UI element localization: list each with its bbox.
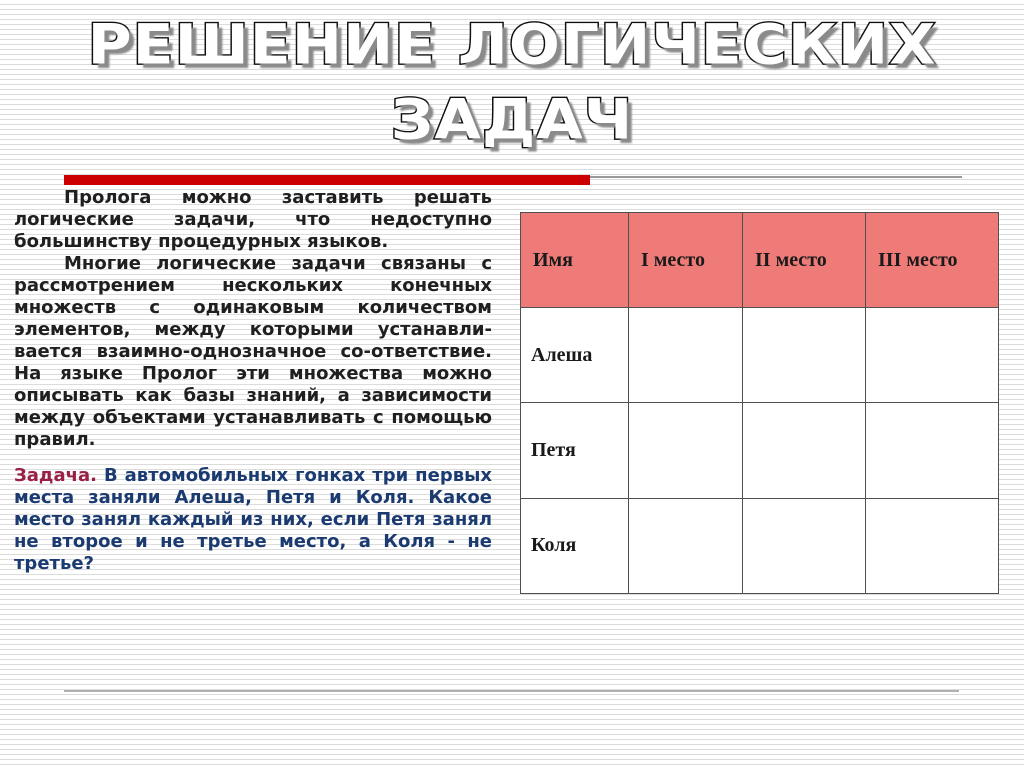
slide-title-line2: ЗАДАЧ — [390, 87, 634, 153]
accent-bar — [64, 175, 590, 185]
row-name-alesha: Алеша — [521, 308, 629, 403]
header-third-place: III место — [866, 213, 999, 308]
row-name-kolya: Коля — [521, 498, 629, 593]
paragraph-sets: Многие логические задачи связаны с рассмотрением нескольких конечных множеств с одинаковым количеством элементов, между которыми устанавли-вается взаимно-однозначное со-ответствие. На языке Пролог эти множества можно описывать как базы знаний, а зависимости между объектами устанавливать с помощью правил. — [14, 253, 492, 450]
table-cell — [629, 498, 743, 593]
places-table — [520, 212, 999, 594]
paragraph-intro: Пролога можно заставить решать логические задачи, что недоступно большинству процедурных языков. — [14, 187, 492, 252]
task-text: В автомобильных гонках три первых места заняли Алеша, Петя и Коля. Какое место занял каждый из них, если Петя занял не второе и не третье место, а Коля - не третье? — [14, 465, 492, 574]
task-label: Задача. — [14, 465, 97, 486]
table-row — [521, 308, 999, 403]
table-cell — [866, 403, 999, 498]
bottom-divider — [64, 690, 959, 692]
table-cell — [743, 308, 866, 403]
accent-line — [590, 176, 962, 178]
body-text — [14, 187, 492, 575]
row-name-petya: Петя — [521, 403, 629, 498]
slide-title-line1: РЕШЕНИЕ ЛОГИЧЕСКИХ — [87, 12, 937, 78]
table-cell — [743, 498, 866, 593]
table-cell — [866, 498, 999, 593]
table-row — [521, 403, 999, 498]
header-second-place: II место — [743, 213, 866, 308]
header-name: Имя — [521, 213, 629, 308]
header-first-place: I место — [629, 213, 743, 308]
table-cell — [743, 403, 866, 498]
table-cell — [866, 308, 999, 403]
table-header-row — [521, 213, 999, 308]
table-row — [521, 498, 999, 593]
table-cell — [629, 308, 743, 403]
table-cell — [629, 403, 743, 498]
task-paragraph — [14, 465, 492, 575]
